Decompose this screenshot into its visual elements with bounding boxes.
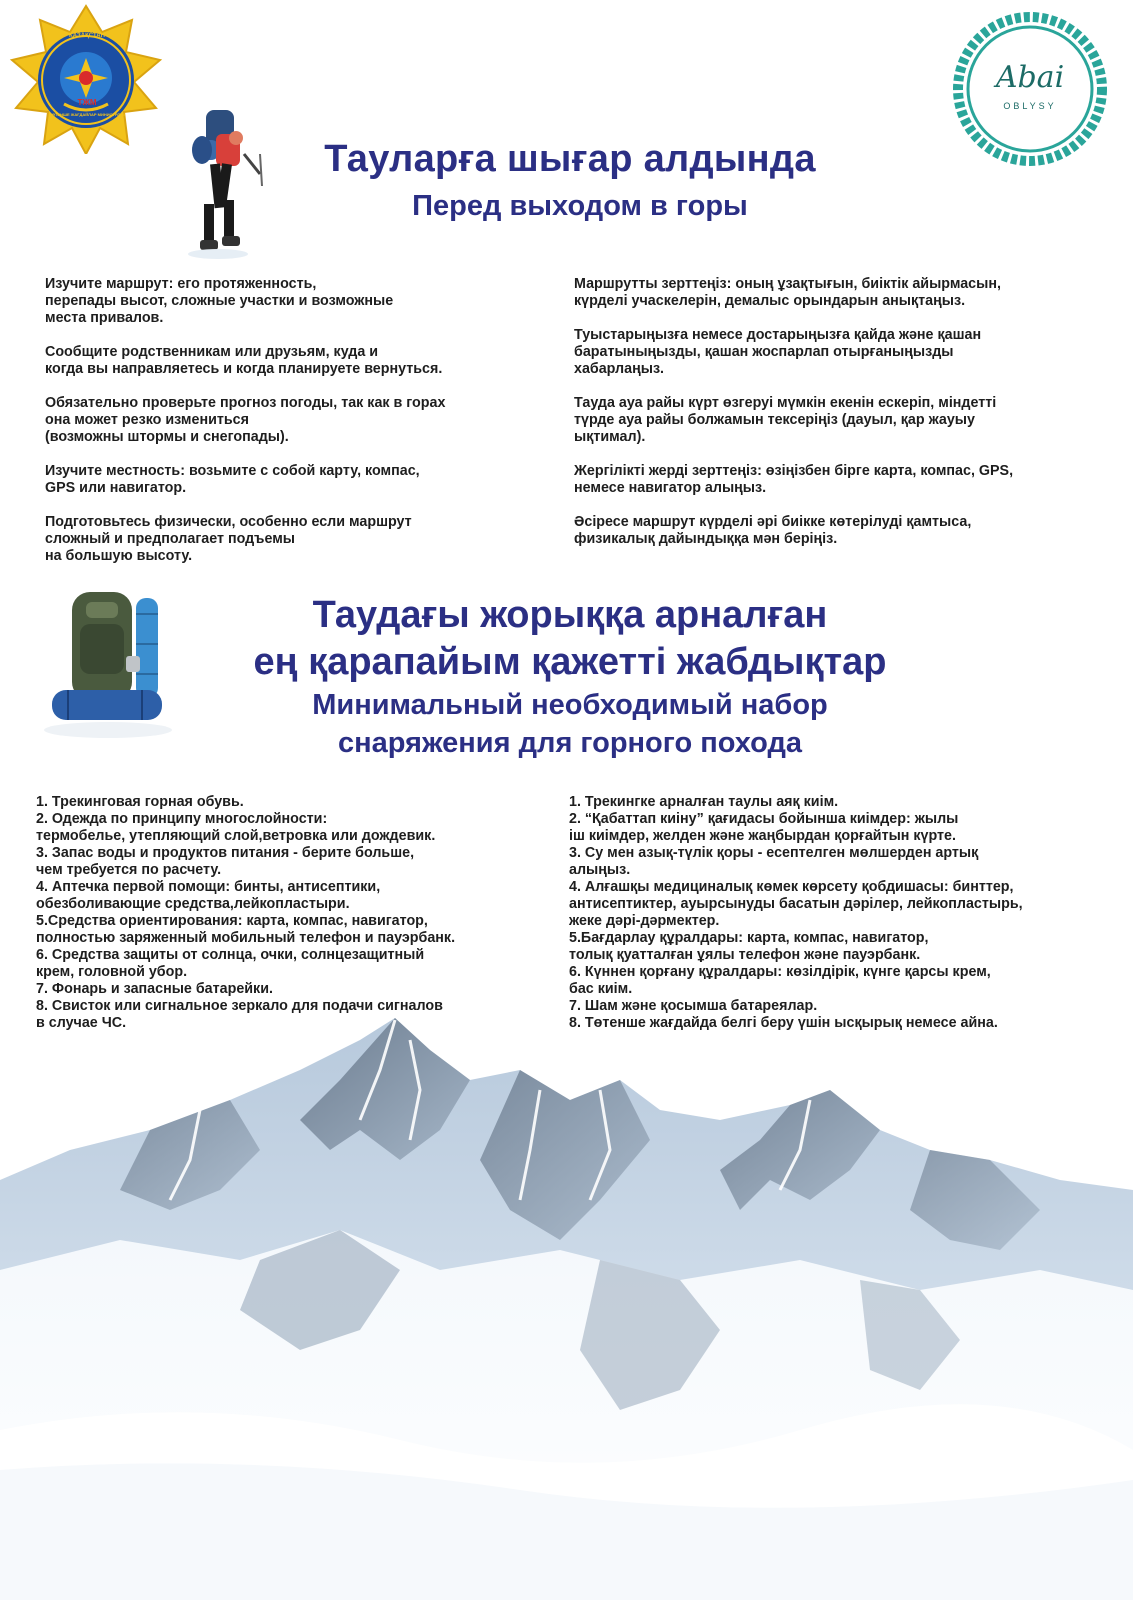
hiker-illustration [164,104,274,264]
equipment-title [180,592,960,762]
list-item: 3. Су мен азық-түлік қоры - есептелген мөлшерден артық алыңыз. [569,845,979,878]
list-item: 6. Средства защиты от солнца, очки, солнцезащитный крем, головной убор. [36,947,425,980]
list-item: 5.Бағдарлау құралдары: карта, компас, навигатор, толық қуатталған ұялы телефон және пауэрбанк. [569,930,929,963]
list-item: 1. Трекинговая горная обувь. [36,794,244,810]
advice-item: Сообщите родственникам или друзьям, куда и когда вы направляетесь и когда планируете вернуться. [45,344,443,377]
equipment-list-kz [569,794,1129,1032]
abai-logo-main: Abai [995,60,1065,95]
list-item: 7. Шам және қосымша батареялар. [569,998,818,1014]
list-item: 2. “Қабаттап киіну” қағидасы бойынша киімдер: жылы іш киімдер, желден және жаңбырдан қорғайтын күрте. [569,811,959,844]
advice-item: Изучите маршрут: его протяженность, перепады высот, сложные участки и возможные места привалов. [45,276,394,326]
list-item: 3. Запас воды и продуктов питания - берите больше, чем требуется по расчету. [36,845,415,878]
equipment-title-kz-line2: ең қарапайым қажетті жабдықтар [253,641,887,683]
equipment-title-ru-line1: Минимальный необходимый набор [312,689,828,721]
list-item: 1. Трекингке арналған таулы аяқ киім. [569,794,839,810]
seal-text-top: ҚАЗАҚСТАН [69,33,105,39]
seal-text-bottom: ТӨТЕНШЕ ЖАҒДАЙЛАР МИНИСТРЛІГІ [49,112,125,117]
advice-item: Обязательно проверьте прогноз погоды, так как в горах она может резко измениться (возможны штормы и снегопады). [45,395,446,445]
page-title-kz: Тауларға шығар алдында [324,138,816,180]
advice-item: Әсіресе маршрут күрделі әрі биікке көтерілуді қамтыса, физикалық дайындыққа мән беріңіз. [574,514,972,547]
equipment-title-ru-line2: снаряжения для горного похода [337,727,803,759]
seal-text-mid: ТЖМ [77,98,97,107]
list-item: 7. Фонарь и запасные батарейки. [36,981,273,997]
advice-item: Тауда ауа райы күрт өзгеруі мүмкін екенін ескеріп, міндетті түрде ауа райы болжамын тексеріңіз (дауыл, қар жауыу ықтимал). [574,395,997,445]
abai-logo-sub: OBLYSY [1003,101,1057,111]
emergency-ministry-logo [6,4,166,154]
advice-item: Изучите местность: возьмите с собой карту, компас, GPS или навигатор. [45,463,420,496]
equipment-list-ru [36,794,561,1032]
advice-item: Жергілікті жерді зерттеңіз: өзіңізбен бірге карта, компас, GPS, немесе навигатор алыңыз. [574,463,1014,496]
page-title-ru: Перед выходом в горы [412,190,748,222]
list-item: 6. Күннен қорғану құралдары: көзілдірік, күнге қарсы крем, бас киім. [569,964,991,997]
advice-item: Подготовьтесь физически, особенно если маршрут сложный и предполагает подъемы на большую высоту. [45,514,412,564]
backpack-illustration [38,584,178,744]
list-item: 8. Свисток или сигнальное зеркало для подачи сигналов в случае ЧС. [36,998,443,1031]
advice-item: Туыстарыңызға немесе достарыңызға қайда және қашан баратыныңызды, қашан жоспарлап отырғаныңызды хабарлаңыз. [574,327,982,377]
list-item: 4. Аптечка первой помощи: бинты, антисептики, обезболивающие средства,лейкопластыри. [36,879,381,912]
advice-item: Маршрутты зерттеңіз: оның ұзақтығын, биіктік айырмасын, күрделі учаскелерін, демалыс орындарын анықтаңыз. [574,276,1001,309]
equipment-title-kz-line1: Таудағы жорыққа арналған [312,594,828,636]
list-item: 5.Средства ориентирования: карта, компас, навигатор, полностью заряженный мобильный телефон и пауэрбанк. [36,913,456,946]
advice-column-ru [45,276,565,582]
list-item: 4. Алғашқы медициналық көмек көрсету қобдишасы: бинттер, антисептиктер, ауырсынуды басатын дәрілер, лейкопластырь, жеке дәрі-дәрмектер. [569,879,1023,929]
list-item: 8. Төтенше жағдайда белгі беру үшін ысқырық немесе айна. [569,1015,998,1031]
list-item: 2. Одежда по принципу многослойности: термобелье, утепляющий слой,ветровка или дождевик. [36,811,436,844]
advice-column-kz [574,276,1114,565]
snowy-mountains-illustration [0,1010,1133,1600]
